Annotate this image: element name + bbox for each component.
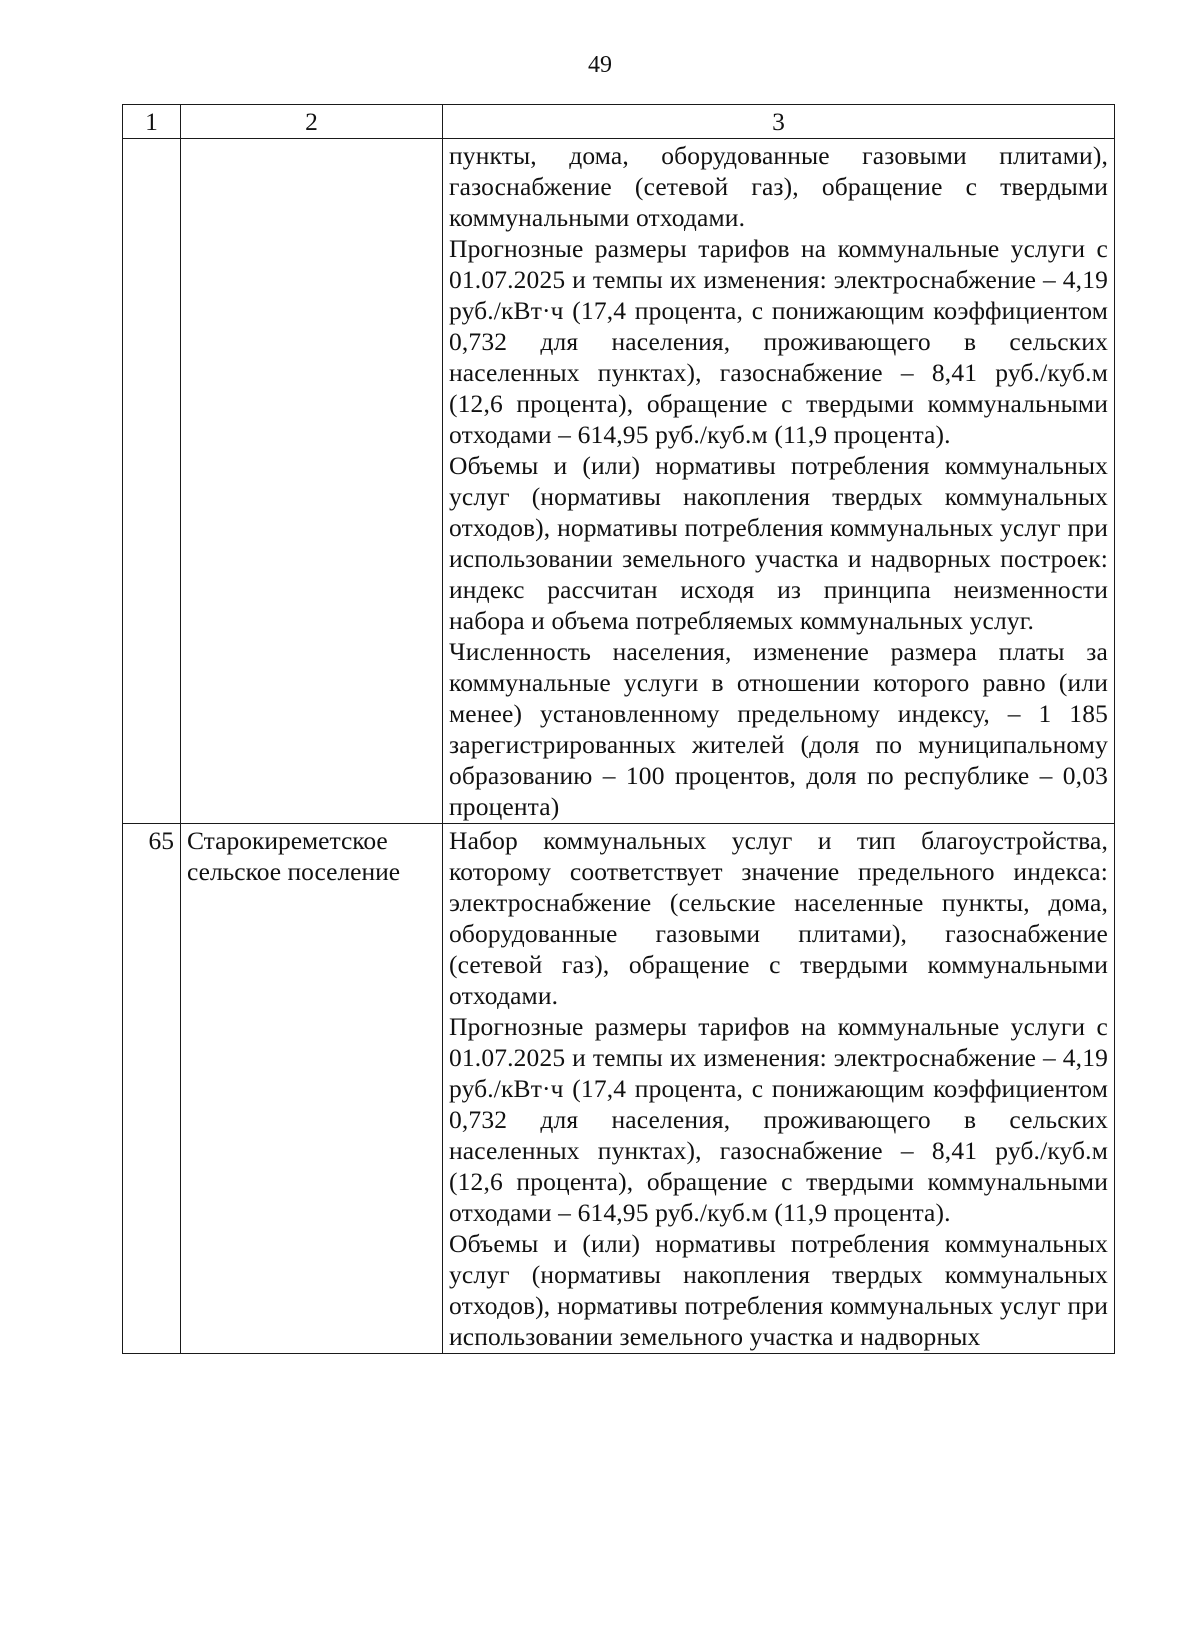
table-row [123,824,1115,1354]
description-paragraph: пункты, дома, оборудованные газовыми плитами), газоснабжение (сетевой газ), обращение с твердыми коммунальными отходами. [449,141,1108,232]
description-paragraph: Численность населения, изменение размера платы за коммунальные услуги в отношении которого равно (или менее) установленному предельному индексу, – 1 185 зарегистрированных жителей (доля по муниципальному образованию – 100 процентов, доля по республике – 0,03 процента) [449,637,1108,821]
page-number: 49 [588,52,612,78]
description-paragraph: Прогнозные размеры тарифов на коммунальные услуги с 01.07.2025 и темпы их изменения: электроснабжение – 4,19 руб./кВт·ч (17,4 процента, с понижающим коэффициентом 0,732 для населения, проживающего в сельских населенных пунктах), газоснабжение – 8,41 руб./куб.м (12,6 процента), обращение с твердыми коммунальными отходами – 614,95 руб./куб.м (11,9 процента). [449,234,1108,449]
row-description [443,139,1115,824]
column-header-municipality: 2 [181,105,443,139]
table-header-row [123,105,1115,139]
description-paragraph: Объемы и (или) нормативы потребления коммунальных услуг (нормативы накопления твердых коммунальных отходов), нормативы потребления коммунальных услуг при использовании земельного участка и надворных [449,1229,1108,1351]
description-paragraph: Объемы и (или) нормативы потребления коммунальных услуг (нормативы накопления твердых коммунальных отходов), нормативы потребления коммунальных услуг при использовании земельного участка и надворных построек: индекс рассчитан исходя из принципа неизменности набора и объема потребляемых коммунальных услуг. [449,451,1108,635]
tariff-table [122,104,1115,1354]
column-header-number: 1 [123,105,181,139]
row-number: 65 [123,824,181,1354]
municipality-name: Старокиреметское сельское поселение [181,824,443,1354]
row-number [123,139,181,824]
description-paragraph: Набор коммунальных услуг и тип благоустройства, которому соответствует значение предельного индекса: электроснабжение (сельские населенные пункты, дома, оборудованные газовыми плитами), газоснабжение (сетевой газ), обращение с твердыми коммунальными отходами. [449,826,1108,1010]
table-row [123,139,1115,824]
column-header-description: 3 [443,105,1115,139]
municipality-name [181,139,443,824]
description-paragraph: Прогнозные размеры тарифов на коммунальные услуги с 01.07.2025 и темпы их изменения: электроснабжение – 4,19 руб./кВт·ч (17,4 процента, с понижающим коэффициентом 0,732 для населения, проживающего в сельских населенных пунктах), газоснабжение – 8,41 руб./куб.м (12,6 процента), обращение с твердыми коммунальными отходами – 614,95 руб./куб.м (11,9 процента). [449,1012,1108,1227]
row-description [443,824,1115,1354]
